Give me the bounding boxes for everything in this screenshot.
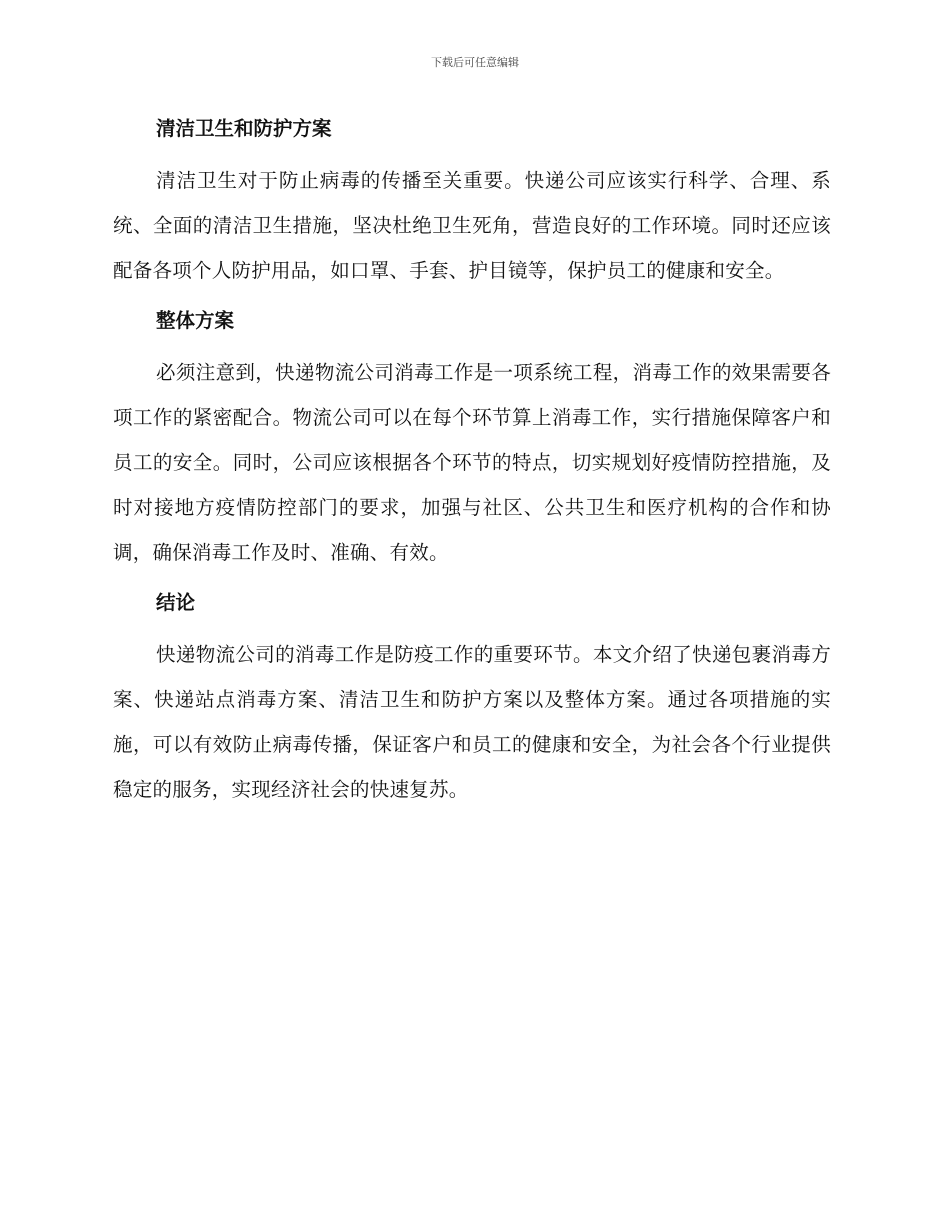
document-body — [113, 113, 831, 812]
section-paragraph-overall-plan: 必须注意到，快递物流公司消毒工作是一项系统工程，消毒工作的效果需要各项工作的紧密配合。物流公司可以在每个环节算上消毒工作，实行措施保障客户和员工的安全。同时，公司应该根据各个环节的特点，切实规划好疫情防控措施，及时对接地方疫情防控部门的要求，加强与社区、公共卫生和医疗机构的合作和协调，确保消毒工作及时、准确、有效。 — [113, 361, 831, 564]
section-title-overall-plan: 整体方案 — [156, 309, 235, 332]
section-paragraph-conclusion: 快递物流公司的消毒工作是防疫工作的重要环节。本文介绍了快递包裹消毒方案、快递站点消毒方案、清洁卫生和防护方案以及整体方案。通过各项措施的实施，可以有效防止病毒传播，保证客户和员工的健康和安全，为社会各个行业提供稳定的服务，实现经济社会的快速复苏。 — [113, 643, 831, 801]
section-paragraph-cleaning: 清洁卫生对于防止病毒的传播至关重要。快递公司应该实行科学、合理、系统、全面的清洁卫生措施，坚决杜绝卫生死角，营造良好的工作环境。同时还应该配备各项个人防护用品，如口罩、手套、护目镜等，保护员工的健康和安全。 — [113, 169, 831, 282]
section-title-conclusion: 结论 — [156, 591, 196, 614]
section-title-cleaning: 清洁卫生和防护方案 — [156, 117, 332, 140]
page-header: 下载后可任意编辑 — [431, 56, 519, 69]
